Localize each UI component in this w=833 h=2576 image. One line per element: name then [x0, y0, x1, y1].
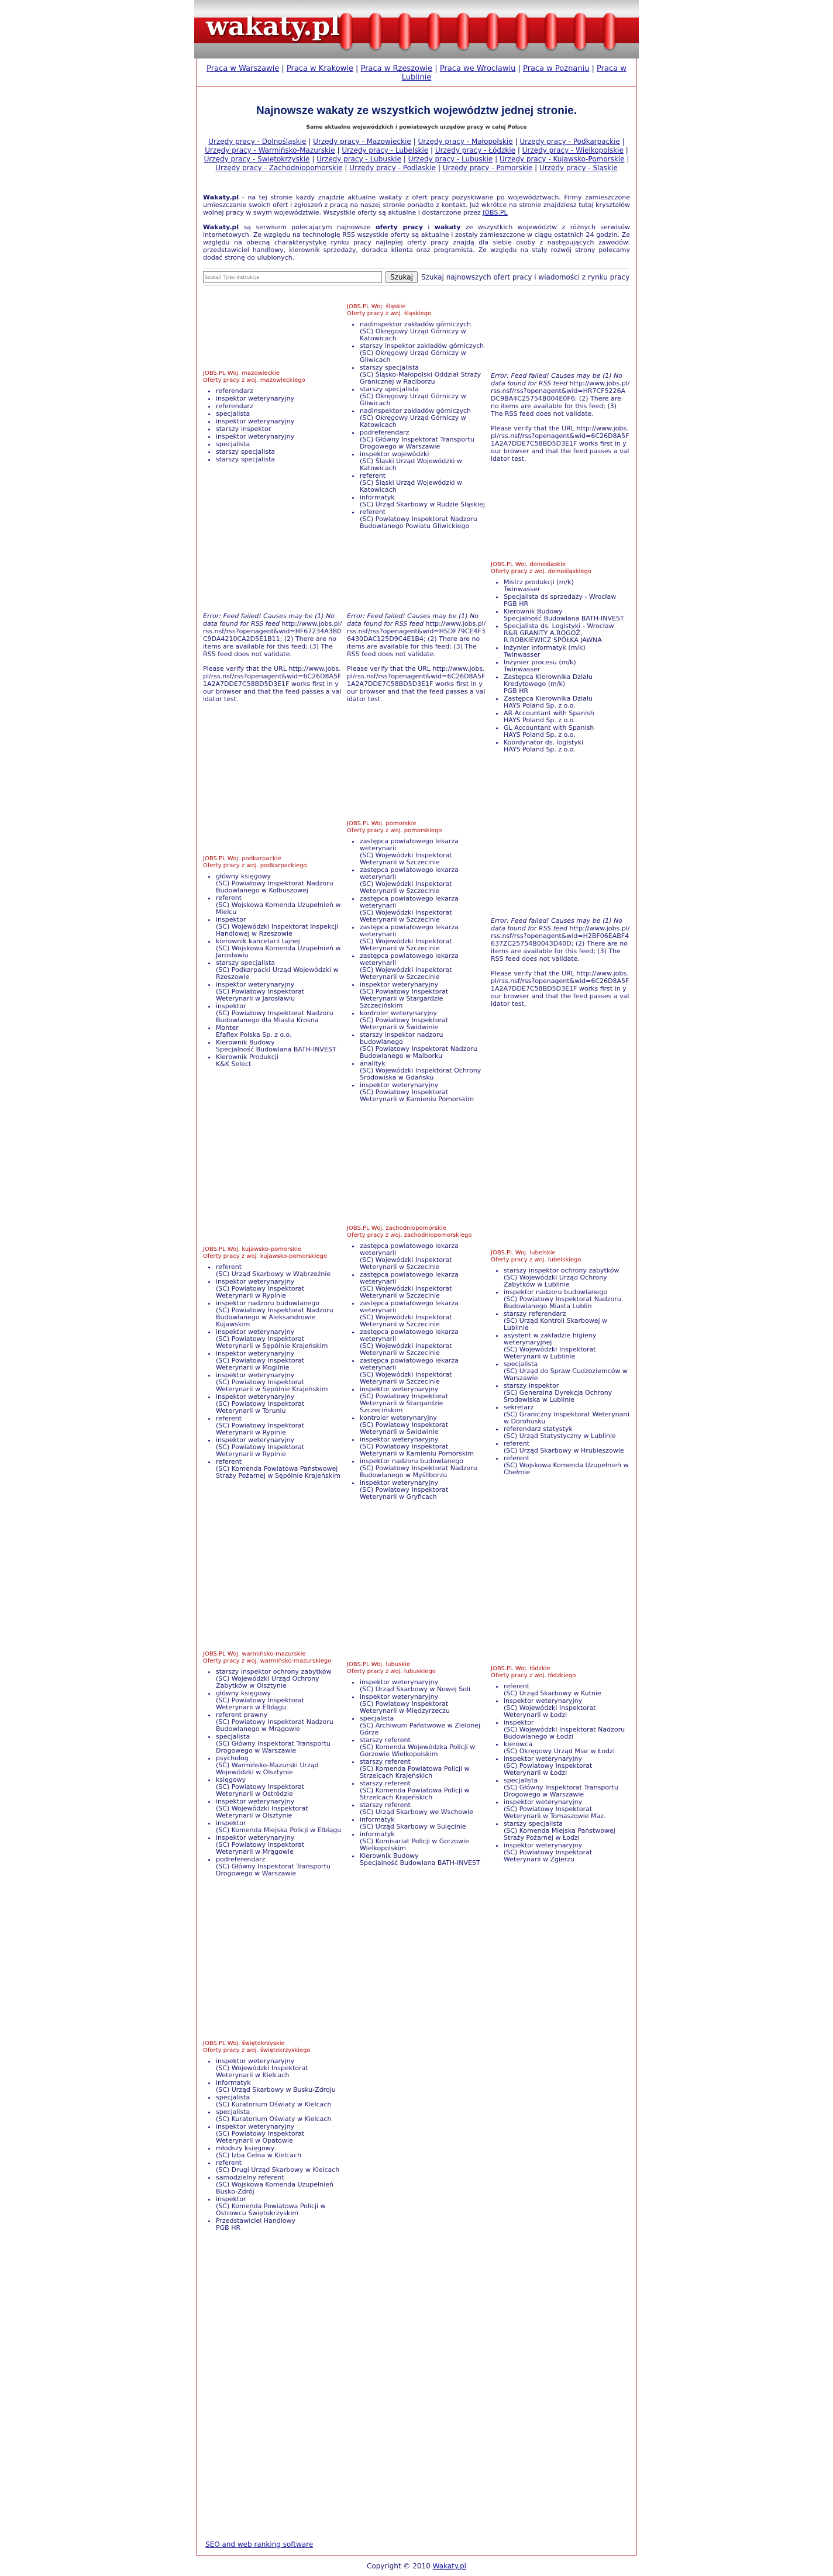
feed-list — [203, 388, 342, 463]
list-item[interactable]: • starszy inspektor zakładów górniczych (SC) Okręgowy Urząd Górniczy w Gliwicach — [360, 343, 486, 364]
feed-title[interactable]: JOBS.PL Woj. kujawsko-pomorskie Oferty pracy z woj. kujawsko-pomorskiego — [203, 1246, 328, 1260]
feed-block — [203, 2040, 342, 2232]
list-item[interactable]: • inspektor weterynaryjny (SC) Wojewódzki Inspektorat Weterynarii w Łodzi — [504, 1698, 630, 1719]
region-link[interactable]: Urzędy pracy - Lubelskie — [342, 146, 429, 154]
list-item[interactable]: • GL Accountant with Spanish HAYS Poland Sp. z o.o. — [504, 725, 630, 739]
feed-title[interactable]: JOBS.PL Woj. zachodniopomorskie Oferty pracy z woj. zachodniopomorskiego — [347, 1225, 472, 1239]
feed-title[interactable]: JOBS.PL Woj. podkarpackie Oferty pracy z woj. podkarpackiego — [203, 856, 307, 869]
list-item[interactable]: • inspektor weterynaryjny (SC) Powiatowy Inspektorat Weterynarii w Kamieniu Pomorskim — [360, 1436, 486, 1457]
page-subtitle: Same aktualne wojewódzkich i powiatowych urzędów pracy w całej Polsce — [306, 125, 527, 130]
top-city-links: Praca w Warszawie | Praca w Krakowie | Praca w Rzeszowie | Praca we Wrocławiu | Praca w Poznaniu | Praca w Lublinie — [197, 58, 636, 87]
feed-cell — [203, 770, 342, 1154]
list-item[interactable]: • inspektor weterynaryjny (SC) Powiatowy Inspektorat Weterynarii w Mogilnie — [216, 1350, 342, 1371]
list-item[interactable]: • kierowca (SC) Okręgowy Urząd Miar w Łodzi — [504, 1741, 630, 1755]
list-item[interactable]: • psycholog (SC) Warmińsko-Mazurski Urząd Wojewódzki w Olsztynie — [216, 1755, 342, 1776]
banner-decoration-icon — [370, 13, 381, 49]
list-item[interactable]: • kontroler weterynaryjny (SC) Powiatowy Inspektorat Weterynarii w Świdwinie — [360, 1010, 486, 1031]
list-item[interactable]: • inspektor (SC) Komenda Miejska Policji w Elblągu — [216, 1820, 342, 1834]
feed-list — [491, 1267, 630, 1476]
feed-cell — [347, 1573, 486, 1956]
list-item[interactable]: • Kierownik Budowy Specjalność Budowlana BATH-INVEST — [504, 608, 630, 622]
feed-cell — [203, 1956, 342, 2316]
list-item[interactable]: • referent (SC) Wojskowa Komenda Uzupełnień w Chełmie — [504, 1455, 630, 1476]
list-item[interactable]: • zastępca powiatowego lekarza weterynarii (SC) Wojewódzki Inspektorat Weterynarii w Szczecinie — [360, 1271, 486, 1299]
list-item[interactable]: • inspektor weterynaryjny (SC) Powiatowy Inspektorat Weterynarii w Sępólnie Krajeńskim — [216, 1372, 342, 1393]
feed-block — [203, 856, 342, 1068]
list-item[interactable]: • analityk (SC) Wojewódzki Inspektorat Ochrony Środowiska w Gdańsku — [360, 1060, 486, 1081]
list-item[interactable]: • starszy referendarz (SC) Urząd Kontroli Skarbowej w Lublinie — [504, 1311, 630, 1332]
list-item[interactable]: • referent (SC) Komenda Powiatowa Państwowej Straży Pożarnej w Sępólnie Krajeńskim — [216, 1458, 342, 1480]
list-item[interactable]: • inspektor weterynaryjny — [216, 395, 342, 402]
list-item[interactable]: • inspektor nadzoru budowlanego (SC) Powiatowy Inspektorat Nadzoru Budowlanego Miasta Lublin — [504, 1289, 630, 1310]
list-item[interactable]: • inspektor weterynaryjny (SC) Powiatowy Inspektorat Weterynarii w Jarosławiu — [216, 981, 342, 1002]
region-links: Urzędy pracy - Dolnośląskie | Urzędy pracy - Mazowieckie | Urzędy pracy - Małopolskie | Urzędy pracy - Podkarpackie | Urzędy pracy - Warmińsko-Mazurskie | Urzędy pracy - Lubelskie | Urzędy pracy - Łódzkie | Urzędy pracy - Wielkopolskie | Urzędy pracy - Świętokrzyskie | Urzędy pracy - Lubuskie | Urzędy pracy - Lubuskie | Urzędy pracy - Kujawsko-Pomorskie | Urzędy pracy - Zachodniopomorskie | Urzędy pracy - Podlaskie | Urzędy pracy - Pomorskie | Urzędy pracy - Śląskie — [204, 137, 629, 172]
feed-title[interactable]: JOBS.PL Woj. pomorskie Oferty pracy z woj. pomorskiego — [347, 820, 442, 834]
feed-cell — [347, 1154, 486, 1573]
feed-list — [491, 579, 630, 753]
list-item[interactable]: • inspektor nadzoru budowlanego (SC) Powiatowy Inspektorat Nadzoru Budowlanego w Myśliborzu — [360, 1458, 486, 1479]
list-item[interactable]: • referent (SC) Urząd Skarbowy w Kutnie — [504, 1683, 630, 1697]
list-item[interactable]: • inspektor (SC) Powiatowy Inspektorat Nadzoru Budowlanego dla Miasta Krosna — [216, 1003, 342, 1024]
list-item[interactable]: • inspektor weterynaryjny (SC) Powiatowy Inspektorat Weterynarii w Zgierzu — [504, 1842, 630, 1863]
region-link[interactable]: Urzędy pracy - Kujawsko-Pomorskie — [499, 155, 625, 163]
feed-cell — [203, 1573, 342, 1956]
feed-list — [347, 838, 486, 1103]
feed-cell — [203, 544, 342, 770]
list-item[interactable]: • starszy specjalista — [216, 456, 342, 463]
feed-cell — [491, 770, 630, 1154]
feed-cell — [491, 544, 630, 770]
region-link[interactable]: Urzędy pracy - Mazowieckie — [313, 137, 411, 146]
list-item[interactable]: • nadinspektor zakładów górniczych (SC) Okręgowy Urząd Górniczy w Katowicach — [360, 321, 486, 342]
jobs-pl-link[interactable]: JOBS.PL — [483, 209, 508, 216]
feed-list — [347, 1679, 486, 1867]
list-item[interactable]: • informatyk (SC) Urząd Skarbowy w Sulęcinie — [360, 1816, 486, 1830]
list-item[interactable]: • starszy referent (SC) Komenda Powiatowa Policji w Strzelcach Krajeńskich — [360, 1758, 486, 1780]
feed-block — [203, 370, 342, 464]
list-item[interactable]: • referent (SC) Śląski Urząd Wojewódzki w Katowicach — [360, 473, 486, 494]
list-item[interactable]: • starszy specjalista (SC) Podkarpacki Urząd Wojewódzki w Rzeszowie — [216, 960, 342, 981]
list-item[interactable]: • Kierownik Budowy Specjalność Budowlana BATH-INVEST — [216, 1039, 342, 1053]
list-item[interactable]: • inspektor weterynaryjny (SC) Powiatowy Inspektorat Weterynarii w Kamieniu Pomorskim — [360, 1082, 486, 1103]
list-item[interactable]: • specjalista — [216, 411, 342, 418]
list-item[interactable]: • referent (SC) Urząd Skarbowy w Hrubieszowie — [504, 1440, 630, 1454]
region-link[interactable]: Urzędy pracy - Warmińsko-Mazurskie — [205, 146, 335, 154]
list-item[interactable]: • Zastępca Kierownika Działu HAYS Poland Sp. z o.o. — [504, 695, 630, 709]
list-item[interactable]: • specjalista (SC) Kuratorium Oświaty w Kielcach — [216, 2094, 342, 2108]
list-item[interactable]: • Mistrz produkcji (m/k) Twinwasser — [504, 579, 630, 593]
seo-link[interactable]: SEO and web ranking software — [205, 2540, 314, 2549]
list-item[interactable]: • młodszy księgowy (SC) Izba Celna w Kielcach — [216, 2145, 342, 2159]
list-item[interactable]: • specjalista (SC) Główny Inspektorat Transportu Drogowego w Warszawie — [216, 1733, 342, 1754]
feed-title[interactable]: JOBS.PL Woj. śląskie Oferty pracy z woj. śląskiego — [347, 304, 432, 317]
feed-block — [491, 561, 630, 754]
list-item[interactable]: • inspektor weterynaryjny — [216, 433, 342, 440]
list-item[interactable]: • Inżynier procesu (m/k) Twinwasser — [504, 659, 630, 673]
list-item[interactable]: • starszy specjalista (SC) Śląsko-Małopolski Oddział Straży Granicznej w Raciborzu — [360, 364, 486, 385]
feed-error: Error: Feed failed! Causes may be (1) No data found for RSS feed http://www.jobs.pl/rss.nsf/rss?openagent&wid=HR7CF5226ADC9BA4C25754B004E0F6; (2) There are no items are available for this feed; (3) The RSS feed does not validate. Please verify that the URL http://www.jobs.pl/rss.nsf/rss?openagent&wid=6C26D8A5F1A2A7DDE7C58BD5D3E1F works first in your browser and that the feed passes a validator test. — [491, 371, 630, 463]
list-item[interactable]: • inspektor (SC) Komenda Powiatowa Policji w Ostrowcu Świętokrzyskim — [216, 2196, 342, 2217]
list-item[interactable]: • Specjalista ds. Logistyki - Wrocław R&R GRANITY A.ROGOŻ, R.ROBKIEWICZ SPÓŁKA JAWNA — [504, 623, 630, 644]
list-item[interactable]: • kierownik kancelarii tajnej (SC) Wojskowa Komenda Uzupełnień w Jarosławiu — [216, 938, 342, 959]
list-item[interactable]: • referent (SC) Urząd Skarbowy w Wąbrzeźnie — [216, 1264, 342, 1278]
list-item[interactable]: • referendarz — [216, 388, 342, 395]
feed-title[interactable]: JOBS.PL Woj. lubelskie Oferty pracy z woj. lubelskiego — [491, 1250, 581, 1263]
banner-decoration-icon — [545, 13, 557, 49]
list-item[interactable]: • starszy inspektor ochrony zabytków (SC) Wojewódzki Urząd Ochrony Zabytków w Olsztynie — [216, 1668, 342, 1689]
list-item[interactable]: • inspektor weterynaryjny (SC) Powiatowy Inspektorat Weterynarii w Łodzi — [504, 1756, 630, 1777]
copyright-link[interactable]: Wakaty.pl — [432, 2562, 467, 2570]
banner-decoration-icon — [340, 13, 352, 49]
list-item[interactable]: • starszy referent (SC) Urząd Skarbowy we Wschowie — [360, 1802, 486, 1816]
feed-list — [203, 1264, 342, 1480]
search-input[interactable] — [203, 271, 382, 283]
banner-decoration-icon — [487, 13, 498, 49]
list-item[interactable]: • referent prawny (SC) Powiatowy Inspektorat Nadzoru Budowlanego w Mrągowie — [216, 1712, 342, 1733]
list-item[interactable]: • specjalista (SC) Archiwum Państwowe w Zielonej Górze — [360, 1715, 486, 1736]
list-item[interactable]: • Kierownik Budowy Specjalność Budowlana BATH-INVEST — [360, 1853, 486, 1867]
top-link[interactable]: Praca w Warszawie — [206, 64, 280, 73]
list-item[interactable]: • podreferendarz (SC) Główny Inspektorat Transportu Drogowego w Warszawie — [360, 429, 486, 450]
list-item[interactable]: • specjalista — [216, 441, 342, 448]
list-item[interactable]: • Kierownik Produkcji K&K Select — [216, 1054, 342, 1068]
region-link[interactable]: Urzędy pracy - Zachodniopomorskie — [215, 164, 343, 172]
list-item[interactable]: • zastępca powiatowego lekarza weterynarii (SC) Wojewódzki Inspektorat Weterynarii w Szczecinie — [360, 838, 486, 866]
list-item[interactable]: • główny księgowy (SC) Powiatowy Inspektorat Nadzoru Budowlanego w Kolbuszowej — [216, 873, 342, 894]
feed-block — [347, 1661, 486, 1867]
list-item[interactable]: • Specjalista ds sprzedaży - Wrocław PGB HR — [504, 594, 630, 608]
top-link[interactable]: Praca w Poznaniu — [522, 64, 590, 73]
list-item[interactable]: • informatyk (SC) Komisariat Policji w Gorzowie Wielkopolskim — [360, 1831, 486, 1852]
list-item[interactable]: • inspektor weterynaryjny — [216, 418, 342, 425]
feed-title[interactable]: JOBS.PL Woj. dolnośląskie Oferty pracy z woj. dolnośląskiego — [491, 561, 591, 575]
top-link[interactable]: Praca we Wrocławiu — [439, 64, 516, 73]
list-item[interactable]: • referent (SC) Powiatowy Inspektorat Nadzoru Budowlanego Powiatu Gliwickiego — [360, 509, 486, 530]
region-link[interactable]: Urzędy pracy - Podkarpackie — [519, 137, 620, 146]
brand-name: Wakaty.pl — [203, 223, 239, 231]
feed-block — [347, 1225, 486, 1501]
list-item[interactable]: • asystent w zakładzie higieny weterynaryjnej (SC) Wojewódzki Inspektorat Weterynarii w Lublinie — [504, 1332, 630, 1360]
list-item[interactable]: • sekretarz (SC) Graniczny Inspektorat Weterynarii w Dorohusku — [504, 1404, 630, 1425]
brand-name: Wakaty.pl — [203, 194, 239, 201]
top-link[interactable]: Praca w Krakowie — [286, 64, 353, 73]
feed-list — [347, 321, 486, 530]
list-item[interactable]: • zastępca powiatowego lekarza weterynarii (SC) Wojewódzki Inspektorat Weterynarii w Szczecinie — [360, 1300, 486, 1328]
list-item[interactable]: • Zastępca Kierownika Działu Kredytowego (m/k) PGB HR — [504, 674, 630, 695]
list-item[interactable]: • Monter Efaflex Polska Sp. z o.o. — [216, 1025, 342, 1039]
list-item[interactable]: • inspektor weterynaryjny (SC) Powiatowy Inspektorat Weterynarii w Rypinie — [216, 1278, 342, 1299]
feed-list — [203, 1668, 342, 1877]
region-link[interactable]: Urzędy pracy - Lubuskie — [316, 155, 401, 163]
list-item[interactable]: • zastępca powiatowego lekarza weterynarii (SC) Wojewódzki Inspektorat Weterynarii w Szczecinie — [360, 924, 486, 952]
feed-cell — [491, 289, 630, 544]
banner-decoration-icon — [604, 13, 615, 49]
header-banner — [194, 0, 639, 58]
feed-block — [491, 1665, 630, 1864]
feed-list — [203, 2058, 342, 2232]
list-item[interactable]: • inspektor weterynaryjny (SC) Powiatowy Inspektorat Weterynarii w Stargardzie Szczecińskim — [360, 981, 486, 1009]
list-item[interactable]: • informatyk (SC) Urząd Skarbowy w Busku-Zdroju — [216, 2080, 342, 2094]
list-item[interactable]: • inspektor weterynaryjny (SC) Powiatowy Inspektorat Weterynarii w Międzyrzeczu — [360, 1694, 486, 1715]
banner-decoration-icon — [516, 13, 528, 49]
list-item[interactable]: • inspektor weterynaryjny (SC) Powiatowy Inspektorat Weterynarii w Rypinie — [216, 1437, 342, 1458]
feed-cell — [347, 770, 486, 1154]
feed-cell — [203, 289, 342, 544]
page-title: Najnowsze wakaty ze wszystkich województw jednej stronie. — [256, 105, 577, 117]
intro-paragraph-1: Wakaty.pl - na tej stronie każdy znajdzie aktualne wakaty z ofert pracy pozyskiwane po województwach. Firmy zamieszczone umieszczanie swoich ofert i zgłoszeń z pracą na naszej stronie ponadto z kontakt. Już wkrótce na stronie znajdziesz tutaj kryształów wolnej pracy w swym województwie. Wszystkie oferty są aktualne i dostarczone przez JOBS.PL — [203, 194, 630, 216]
feed-block — [347, 820, 486, 1103]
top-link[interactable]: Praca w Lublinie — [401, 64, 627, 82]
list-item[interactable]: • główny księgowy (SC) Powiatowy Inspektorat Weterynarii w Elblągu — [216, 1690, 342, 1711]
list-item[interactable]: • referendarz — [216, 403, 342, 410]
list-item[interactable]: • inspektor nadzoru budowlanego (SC) Powiatowy Inspektorat Nadzoru Budowlanego w Aleksandrowie Kujawskim — [216, 1300, 342, 1328]
list-item[interactable]: • referendarz statystyk (SC) Urząd Statystyczny w Lublinie — [504, 1426, 630, 1440]
feed-list — [347, 1243, 486, 1501]
site-logo[interactable]: wakaty.pl — [206, 12, 340, 42]
list-item[interactable]: • zastępca powiatowego lekarza weterynarii (SC) Wojewódzki Inspektorat Weterynarii w Szczecinie — [360, 867, 486, 895]
list-item[interactable]: • specjalista (SC) Kuratorium Oświaty w Kielcach — [216, 2109, 342, 2123]
region-link[interactable]: Urzędy pracy - Świętokrzyskie — [204, 155, 310, 163]
list-item[interactable]: • specjalista (SC) Urząd do Spraw Cudzoziemców w Warszawie — [504, 1361, 630, 1382]
list-item[interactable]: • inspektor weterynaryjny (SC) Powiatowy Inspektorat Weterynarii w Gryficach — [360, 1480, 486, 1501]
feed-cell — [203, 1154, 342, 1573]
region-link[interactable]: Urzędy pracy - Wielkopolskie — [522, 146, 624, 154]
list-item[interactable]: • starszy inspektor (SC) Generalna Dyrekcja Ochrony Środowiska w Lublinie — [504, 1382, 630, 1403]
feed-error: Error: Feed failed! Causes may be (1) No data found for RSS feed http://www.jobs.pl/rss.nsf/rss?openagent&wid=HF67234A3B0C9DA4210CA2D5E1B11; (2) There are no items are available for this feed; (3) The RSS feed does not validate. Please verify that the URL http://www.jobs.pl/rss.nsf/rss?openagent&wid=6C26D8A5F1A2A7DDE7C58BD5D3E1F works first in your browser and that the feed passes a validator test. — [203, 612, 342, 703]
list-item[interactable]: • AR Accountant with Spanish HAYS Poland Sp. z o.o. — [504, 710, 630, 724]
list-item[interactable]: • inspektor weterynaryjny (SC) Powiatowy Inspektorat Weterynarii w Sępólnie Krajeńskim — [216, 1329, 342, 1350]
copyright: Copyright © 2010 Wakaty.pl — [366, 2562, 467, 2570]
feed-cell — [491, 1154, 630, 1573]
feed-cell — [491, 1573, 630, 1956]
feeds-grid — [203, 289, 630, 2316]
region-link[interactable]: Urzędy pracy - Lubuskie — [408, 155, 493, 163]
list-item[interactable]: • kontroler weterynaryjny (SC) Powiatowy Inspektorat Weterynarii w Świdwinie — [360, 1415, 486, 1436]
list-item[interactable]: • zastępca powiatowego lekarza weterynarii (SC) Wojewódzki Inspektorat Weterynarii w Szczecinie — [360, 1329, 486, 1357]
feed-block — [203, 1246, 342, 1480]
banner-decoration-icon — [574, 13, 586, 49]
region-link[interactable]: Urzędy pracy - Łódzkie — [435, 146, 515, 154]
list-item[interactable]: • inspektor weterynaryjny (SC) Wojewódzki Inspektorat Weterynarii w Kielcach — [216, 2058, 342, 2079]
feed-block — [203, 1651, 342, 1878]
list-item[interactable]: • starszy referent (SC) Komenda Powiatowa Policji w Strzelcach Krajeńskich — [360, 1780, 486, 1801]
feed-title[interactable]: JOBS.PL Woj. warmińsko-mazurskie Oferty pracy z woj. warmińsko-mazurskiego — [203, 1651, 332, 1664]
feed-error: Error: Feed failed! Causes may be (1) No data found for RSS feed http://www.jobs.pl/rss.nsf/rss?openagent&wid=H2BF06EABF4637ZC25754B0043D40D; (2) There are no items are available for this feed; (3) The RSS feed does not validate. Please verify that the URL http://www.jobs.pl/rss.nsf/rss?openagent&wid=6C26D8A5F1A2A7DDE7C58BD5D3E1F works first in your browser and that the feed passes a validator test. — [491, 916, 630, 1008]
feed-title[interactable]: JOBS.PL Woj. świętokrzyskie Oferty pracy z woj. świętokrzyskiego — [203, 2040, 311, 2054]
list-item[interactable]: • inspektor wojewódzki (SC) Śląski Urząd Wojewódzki w Katowicach — [360, 451, 486, 472]
list-item[interactable]: • zastępca powiatowego lekarza weterynarii (SC) Wojewódzki Inspektorat Weterynarii w Szczecinie — [360, 1357, 486, 1385]
list-item[interactable]: • zastępca powiatowego lekarza weterynarii (SC) Wojewódzki Inspektorat Weterynarii w Szczecinie — [360, 953, 486, 981]
list-item[interactable]: • inspektor weterynaryjny (SC) Powiatowy Inspektorat Weterynarii w Toruniu — [216, 1394, 342, 1415]
banner-decoration-icon — [428, 13, 440, 49]
list-item[interactable]: • inspektor weterynaryjny (SC) Wojewódzki Inspektorat Weterynarii w Olsztynie — [216, 1798, 342, 1819]
feed-cell — [347, 544, 486, 770]
list-item[interactable]: • inspektor weterynaryjny (SC) Powiatowy Inspektorat Weterynarii w Mrągowie — [216, 1834, 342, 1856]
top-link[interactable]: Praca w Rzeszowie — [360, 64, 433, 73]
list-item[interactable]: • Inżynier informatyk (m/k) Twinwasser — [504, 644, 630, 658]
list-item[interactable]: • nadinspektor zakładów górniczych (SC) Okręgowy Urząd Górniczy w Katowicach — [360, 408, 486, 429]
list-item[interactable]: • księgowy (SC) Powiatowy Inspektorat Weterynarii w Ostródzie — [216, 1777, 342, 1798]
list-item[interactable]: • inspektor weterynaryjny (SC) Urząd Skarbowy w Nowej Soli — [360, 1679, 486, 1693]
list-item[interactable]: • Koordynator ds. logistyki HAYS Poland Sp. z o.o. — [504, 739, 630, 753]
list-item[interactable]: • specjalista (SC) Główny Inspektorat Transportu Drogowego w Warszawie — [504, 1777, 630, 1798]
list-item[interactable]: • starszy specjalista (SC) Komenda Miejska Państwowej Straży Pożarnej w Łodzi — [504, 1820, 630, 1842]
intro-paragraph-2: Wakaty.pl są serwisem polecającym najnowsze oferty pracy i wakaty ze wszystkich województw z różnych serwisów internetowych. Ze względu na technologię RSS wszystkie oferty są aktualne i zostały zamieszczone w ciągu ostatnich 24 godzin. Ze względu na obecną charakterystykę rynku pracy najlepiej oferty pracy znajdą dla siebie osoby z następujących zawodów: przedstawiciel handlowy, kierownik sprzedaży, doradca klienta oraz programista. Ze względu na stały rozwój strony polecamy dodać stronę do ulubionych. — [203, 223, 630, 261]
list-item[interactable]: • starszy inspektor nadzoru budowlanego (SC) Powiatowy Inspektorat Nadzoru Budowlanego w Malborku — [360, 1032, 486, 1060]
region-link[interactable]: Urzędy pracy - Pomorskie — [442, 164, 533, 172]
list-item[interactable]: • starszy inspektor ochrony zabytków (SC) Wojewódzki Urząd Ochrony Zabytków w Lublinie — [504, 1267, 630, 1288]
feed-cell — [347, 289, 486, 544]
search-label: Szukaj najnowszych ofert pracy i wiadomości z rynku pracy — [421, 273, 630, 281]
list-item[interactable]: • Przedstawiciel Handlowy PGB HR — [216, 2218, 342, 2232]
list-item[interactable]: • inspektor (SC) Wojewódzki Inspektorat Inspekcji Handlowej w Rzeszowie — [216, 916, 342, 937]
list-item[interactable]: • starszy inspektor — [216, 426, 342, 433]
region-link[interactable]: Urzędy pracy - Dolnośląskie — [208, 137, 307, 146]
banner-decoration-icon — [457, 13, 469, 49]
feed-error: Error: Feed failed! Causes may be (1) No data found for RSS feed http://www.jobs.pl/rss.nsf/rss?openagent&wid=HSDF79CE4F36430DAC125D9C4E1B4; (2) There are no items are available for this feed; (3) The RSS feed does not validate. Please verify that the URL http://www.jobs.pl/rss.nsf/rss?openagent&wid=6C26D8A5F1A2A7DDE7C58BD5D3E1F works first in your browser and that the feed passes a validator test. — [347, 612, 486, 703]
list-item[interactable]: • inspektor weterynaryjny (SC) Powiatowy Inspektorat Weterynarii w Opatowie — [216, 2123, 342, 2144]
list-item[interactable]: • starszy specjalista (SC) Okręgowy Urząd Górniczy w Gliwicach — [360, 386, 486, 407]
feed-title[interactable]: JOBS.PL Woj. łódzkie Oferty pracy z woj. łódzkiego — [491, 1665, 576, 1679]
region-link[interactable]: Urzędy pracy - Śląskie — [539, 164, 618, 172]
list-item[interactable]: • samodzielny referent (SC) Wojskowa Komenda Uzupełnień Busko-Zdrój — [216, 2174, 342, 2195]
feed-title[interactable]: JOBS.PL Woj. lubuskie Oferty pracy z woj. lubuskiego — [347, 1661, 436, 1675]
list-item[interactable]: • zastępca powiatowego lekarza weterynarii (SC) Wojewódzki Inspektorat Weterynarii w Szczecinie — [360, 895, 486, 923]
feed-list — [491, 1683, 630, 1863]
region-link[interactable]: Urzędy pracy - Podlaskie — [349, 164, 436, 172]
list-item[interactable]: • referent (SC) Wojskowa Komenda Uzupełnień w Mielcu — [216, 895, 342, 916]
main-frame — [197, 58, 636, 2556]
feed-block — [347, 304, 486, 530]
list-item[interactable]: • starszy specjalista — [216, 449, 342, 456]
list-item[interactable]: • inspektor (SC) Wojewódzki Inspektorat Nadzoru Budowlanego w Łodzi — [504, 1719, 630, 1740]
list-item[interactable]: • inspektor weterynaryjny (SC) Powiatowy Inspektorat Weterynarii w Tomaszowie Maz. — [504, 1799, 630, 1820]
list-item[interactable]: • referent (SC) Powiatowy Inspektorat Weterynarii w Rypinie — [216, 1415, 342, 1436]
list-item[interactable]: • starszy referent (SC) Komenda Wojewódzka Policji w Gorzowie Wielkopolskim — [360, 1737, 486, 1758]
list-item[interactable]: • inspektor weterynaryjny (SC) Powiatowy Inspektorat Weterynarii w Stargardzie Szczecińskim — [360, 1386, 486, 1414]
list-item[interactable]: • podreferendarz (SC) Główny Inspektorat Transportu Drogowego w Warszawie — [216, 1856, 342, 1877]
list-item[interactable]: • zastępca powiatowego lekarza weterynarii (SC) Wojewódzki Inspektorat Weterynarii w Szczecinie — [360, 1243, 486, 1271]
search-button[interactable]: Szukaj — [385, 271, 418, 283]
feed-list — [203, 873, 342, 1068]
list-item[interactable]: • referent (SC) Drugi Urząd Skarbowy w Kielcach — [216, 2160, 342, 2174]
feed-block — [491, 1250, 630, 1477]
search-bar — [203, 268, 630, 286]
feed-title[interactable]: JOBS.PL Woj. mazowieckie Oferty pracy z woj. mazowieckiego — [203, 370, 305, 384]
banner-decoration-icon — [399, 13, 411, 49]
list-item[interactable]: • informatyk (SC) Urząd Skarbowy w Rudzie Śląskiej — [360, 494, 486, 508]
region-link[interactable]: Urzędy pracy - Małopolskie — [418, 137, 513, 146]
